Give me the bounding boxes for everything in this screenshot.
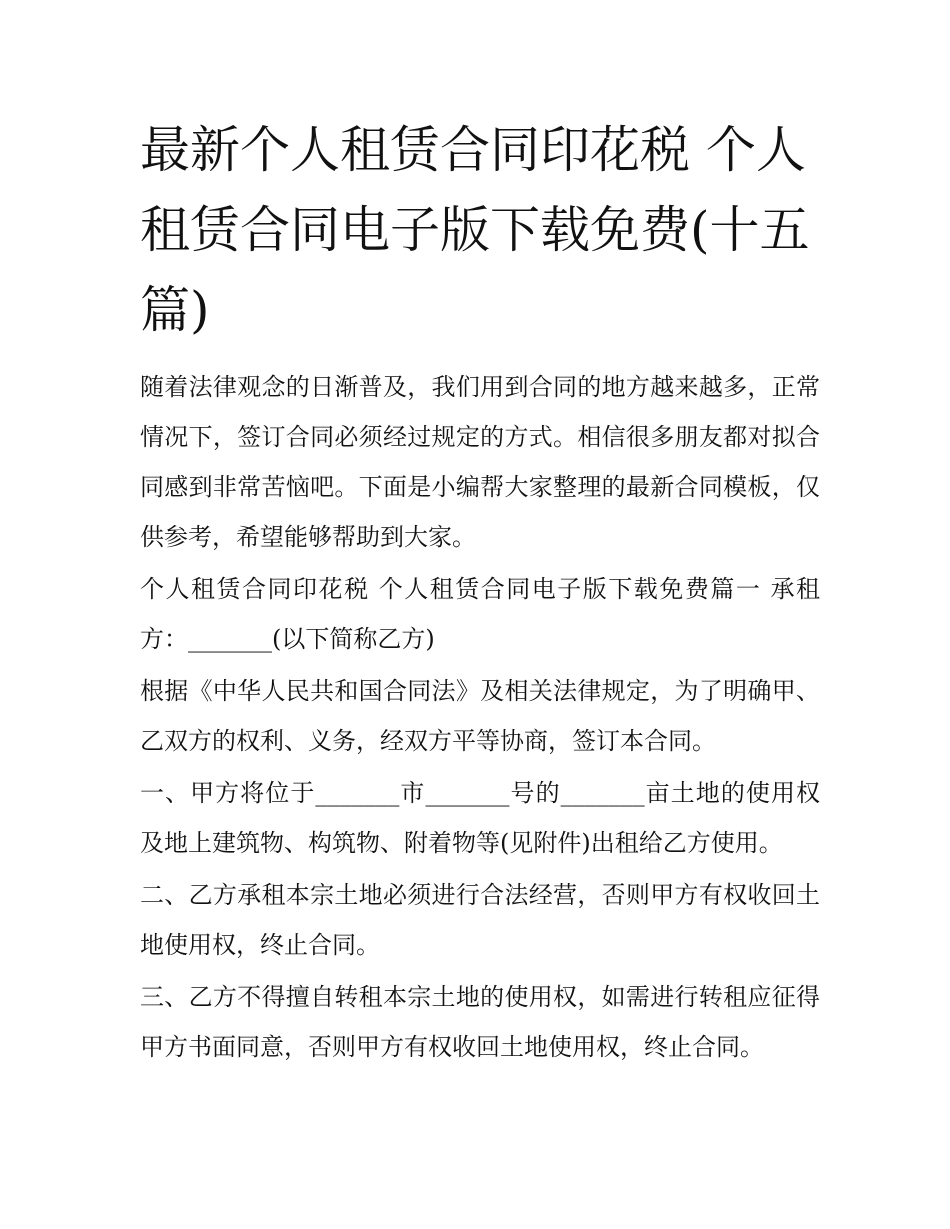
paragraph-lessee: 个人租赁合同印花税 个人租赁合同电子版下载免费篇一 承租方：_______(以下简称乙方): [140, 575, 820, 653]
clause-1: 一、甲方将位于_______市_______号的_______亩土地的使用权及地上建筑物、构筑物、附着物等(见附件)出租给乙方使用。: [140, 779, 820, 857]
clause-3: 三、乙方不得擅自转租本宗土地的使用权，如需进行转租应征得甲方书面同意，否则甲方有权收回土地使用权，终止合同。: [140, 983, 820, 1061]
document-page: [140, 110, 820, 1072]
document-title: 最新个人租赁合同印花税 个人租赁合同电子版下载免费(十五篇): [140, 121, 810, 339]
paragraph-basis: 根据《中华人民共和国合同法》及相关法律规定，为了明确甲、乙双方的权利、义务，经双方平等协商，签订本合同。: [140, 677, 820, 755]
paragraph-intro: 随着法律观念的日渐普及，我们用到合同的地方越来越多，正常情况下，签订合同必须经过规定的方式。相信很多朋友都对拟合同感到非常苦恼吧。下面是小编帮大家整理的最新合同模板，仅供参考，希望能够帮助到大家。: [140, 373, 820, 551]
clause-2: 二、乙方承租本宗土地必须进行合法经营，否则甲方有权收回土地使用权，终止合同。: [140, 881, 820, 959]
